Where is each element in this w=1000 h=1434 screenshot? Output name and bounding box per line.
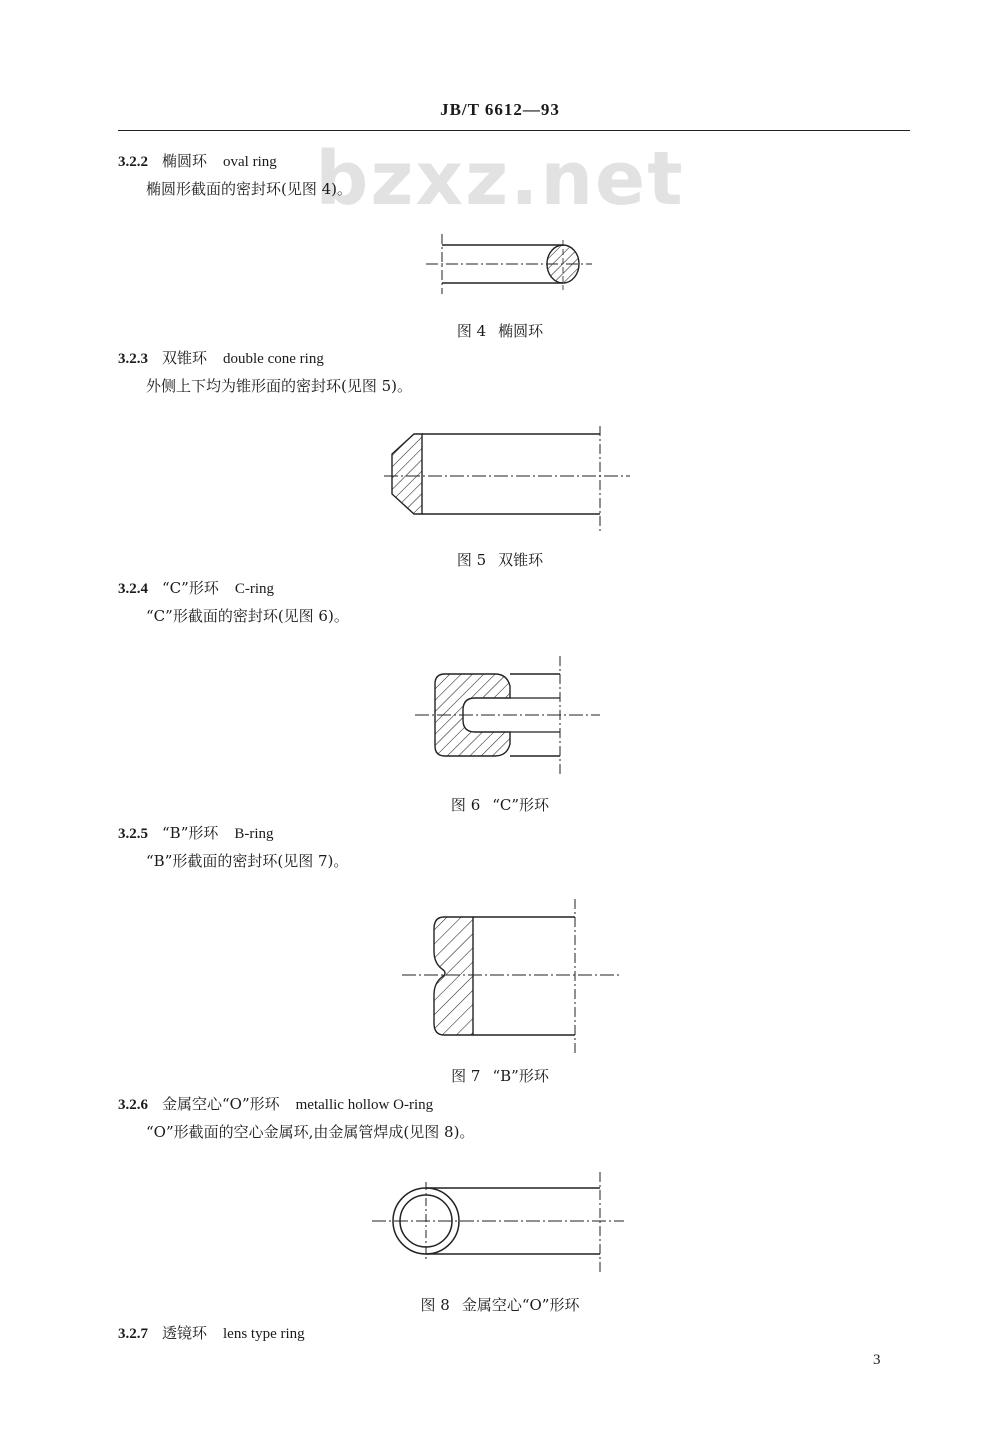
section-title-en: metallic hollow O-ring xyxy=(295,1097,434,1113)
section-description: “B”形截面的密封环(见图 7)。 xyxy=(146,852,349,870)
document-header: JB/T 6612—93 xyxy=(440,100,560,119)
figure-label: 图 4 xyxy=(456,322,487,340)
figure-4-oval-ring xyxy=(420,228,595,300)
section-title-zh: 透镜环 xyxy=(162,1324,208,1342)
section-title-zh: 双锥环 xyxy=(162,349,208,367)
figure-8-metallic-hollow-o-ring xyxy=(368,1168,630,1274)
section-title-en: B-ring xyxy=(234,826,274,842)
section-title-en: oval ring xyxy=(223,154,277,170)
section-title-en: double cone ring xyxy=(223,351,324,367)
section-heading-3-2-6 xyxy=(118,1093,433,1114)
figure-label: 图 6 xyxy=(450,796,481,814)
section-heading-3-2-7 xyxy=(118,1322,305,1343)
figure-6-c-ring xyxy=(415,652,605,780)
figure-label: 图 8 xyxy=(420,1296,450,1314)
section-number: 3.2.6 xyxy=(118,1097,148,1113)
section-number: 3.2.4 xyxy=(118,581,148,597)
section-heading-3-2-3 xyxy=(118,347,324,368)
section-heading-3-2-4 xyxy=(118,577,274,598)
section-title-en: lens type ring xyxy=(223,1326,305,1342)
figure-5-double-cone-ring xyxy=(380,422,635,537)
figure-caption-text: 双锥环 xyxy=(498,551,544,569)
figure-label: 图 7 xyxy=(451,1067,481,1085)
section-description: “O”形截面的空心金属环,由金属管焊成(见图 8)。 xyxy=(146,1123,475,1141)
figure-6-caption xyxy=(0,794,1000,815)
figure-7-caption xyxy=(0,1065,1000,1086)
section-title-zh: 金属空心“O”形环 xyxy=(162,1095,280,1113)
figure-caption-text: 椭圆环 xyxy=(498,322,544,340)
section-number: 3.2.7 xyxy=(118,1326,148,1342)
section-description: “C”形截面的密封环(见图 6)。 xyxy=(146,607,349,625)
page-number: 3 xyxy=(873,1352,881,1368)
section-title-en: C-ring xyxy=(234,581,274,597)
figure-caption-text: “C”形环 xyxy=(492,796,550,814)
figure-caption-text: 金属空心“O”形环 xyxy=(461,1296,580,1314)
figure-caption-text: “B”形环 xyxy=(492,1067,549,1085)
section-number: 3.2.2 xyxy=(118,154,148,170)
section-description: 椭圆形截面的密封环(见图 4)。 xyxy=(146,180,353,198)
figure-4-caption xyxy=(0,320,1000,341)
header-rule xyxy=(118,130,910,131)
section-number: 3.2.3 xyxy=(118,351,148,367)
watermark: bzxz.net xyxy=(315,136,685,222)
section-heading-3-2-5 xyxy=(118,822,274,843)
section-heading-3-2-2 xyxy=(118,150,277,171)
section-description: 外侧上下均为锥形面的密封环(见图 5)。 xyxy=(146,377,413,395)
figure-7-b-ring xyxy=(398,895,628,1057)
section-title-zh: 椭圆环 xyxy=(162,152,208,170)
figure-label: 图 5 xyxy=(456,551,487,569)
section-title-zh: “C”形环 xyxy=(162,579,219,597)
section-number: 3.2.5 xyxy=(118,826,148,842)
figure-8-caption xyxy=(0,1294,1000,1315)
figure-5-caption xyxy=(0,549,1000,570)
section-title-zh: “B”形环 xyxy=(162,824,219,842)
